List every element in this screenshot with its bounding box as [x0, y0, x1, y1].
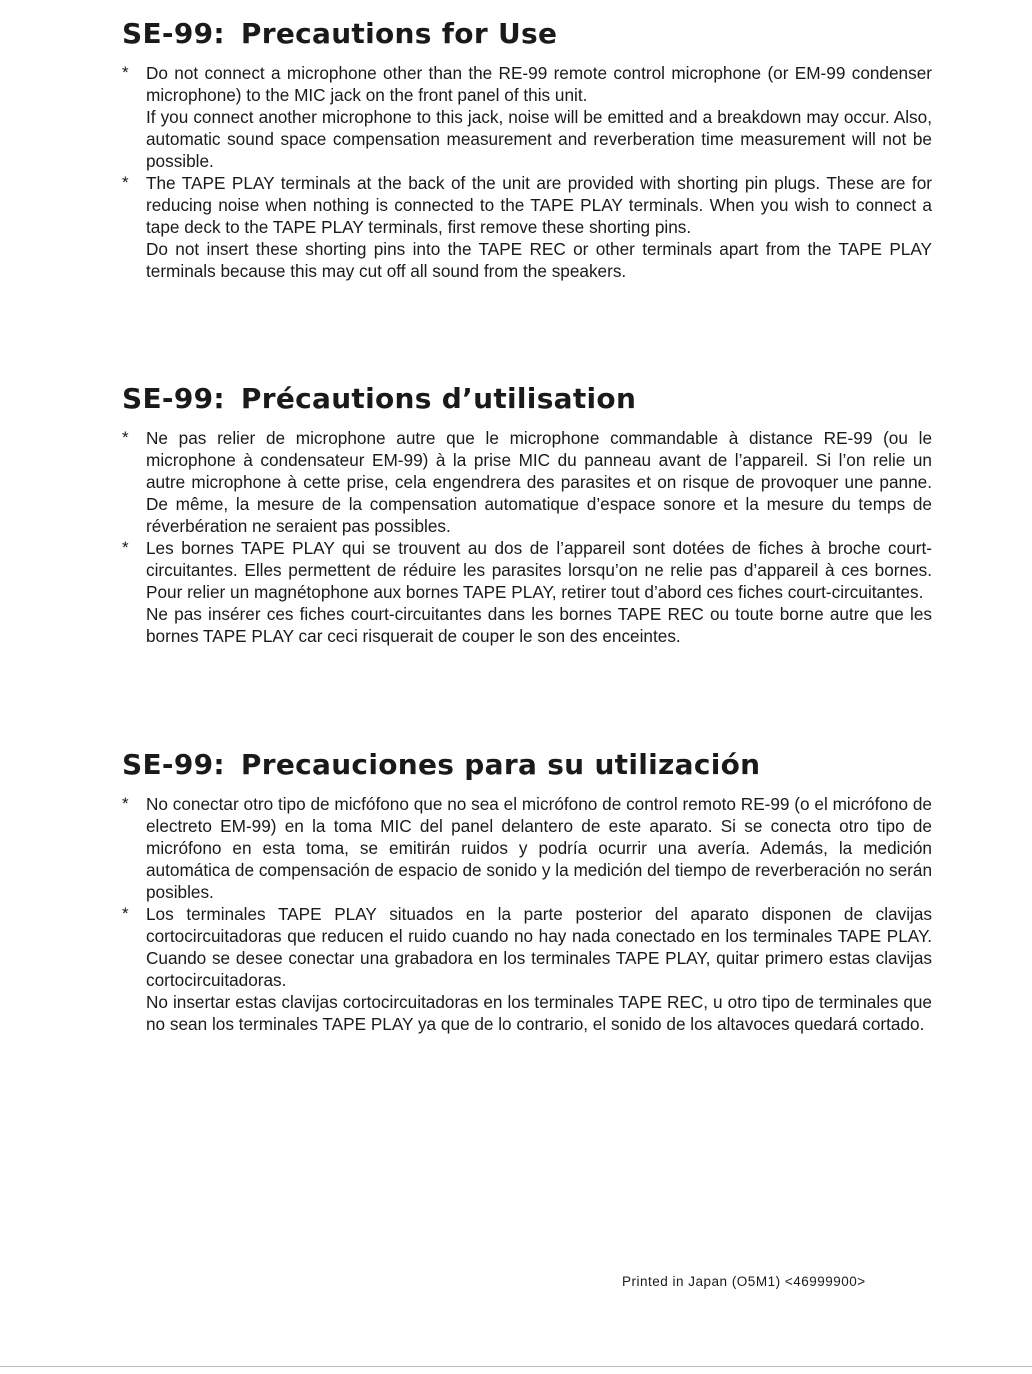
- model-code: SE-99:: [122, 382, 225, 415]
- paragraph: Do not insert these shorting pins into the TAPE REC or other terminals apart from the TAPE PLAY terminals because this may cut off all sound from the speakers.: [146, 239, 932, 281]
- section-heading: [122, 748, 932, 782]
- list-item: [122, 537, 932, 647]
- precautions-list: [122, 62, 932, 282]
- paragraph: Do not connect a microphone other than the RE-99 remote control microphone (or EM-99 condenser microphone) to the MIC jack on the front panel of this unit.: [146, 63, 932, 105]
- list-item: [122, 903, 932, 1035]
- asterisk-bullet: *: [122, 904, 129, 923]
- heading-text: Precautions for Use: [240, 17, 558, 50]
- list-item: [122, 427, 932, 537]
- paragraph: Los terminales TAPE PLAY situados en la parte posterior del aparato disponen de clavijas cortocircuitadoras que reducen el ruido cuando no hay nada conectado en los terminales TAPE PLAY. Cuando se desee conectar una grabadora en los terminales TAPE PLAY, quitar primero estas clavijas cortocircuitadoras.: [146, 904, 932, 990]
- list-item: [122, 172, 932, 282]
- heading-text: Precauciones para su utilización: [240, 748, 761, 781]
- model-code: SE-99:: [122, 748, 225, 781]
- list-item: [122, 793, 932, 903]
- model-code: SE-99:: [122, 17, 225, 50]
- asterisk-bullet: *: [122, 538, 129, 557]
- section-french: [122, 382, 932, 647]
- paragraph: If you connect another microphone to this jack, noise will be emitted and a breakdown may occur. Also, automatic sound space compensation measurement and reverberation time measurement will not be possible.: [146, 107, 932, 171]
- section-spanish: [122, 748, 932, 1035]
- section-english: [122, 17, 932, 282]
- paragraph: Ne pas relier de microphone autre que le microphone commandable à distance RE-99 (ou le microphone à condensateur EM-99) à la prise MIC du panneau avant de l’appareil. Si l’on relie un autre microphone à cette prise, cela engendrera des parasites et on risque de provoquer une panne. De même, la mesure de la compensation automatique d’espace sonore et la mesure du temps de réverbération ne seraient pas possibles.: [146, 428, 932, 536]
- paragraph: No conectar otro tipo de micfófono que no sea el micrófono de control remoto RE-99 (o el micrófono de electreto EM-99) en la toma MIC del panel delantero de este aparato. Si se conecta otro tipo de micrófono en esta toma, se emitirán ruidos y podría ocurrir una avería. Además, la medición automática de compensación de espacio de sonido y la medición del tiempo de reverberación no serán posibles.: [146, 794, 932, 902]
- heading-text: Précautions d’utilisation: [240, 382, 637, 415]
- asterisk-bullet: *: [122, 794, 129, 813]
- bottom-divider: [0, 1366, 1032, 1367]
- list-item: [122, 62, 932, 172]
- asterisk-bullet: *: [122, 428, 129, 447]
- asterisk-bullet: *: [122, 63, 129, 82]
- paragraph: Ne pas insérer ces fiches court-circuitantes dans les bornes TAPE REC ou toute borne autre que les bornes TAPE PLAY car ceci risquerait de couper le son des enceintes.: [146, 604, 932, 646]
- print-info: Printed in Japan (O5M1) <46999900>: [622, 1274, 866, 1289]
- section-heading: [122, 17, 932, 51]
- asterisk-bullet: *: [122, 173, 129, 192]
- precautions-list: [122, 427, 932, 647]
- section-heading: [122, 382, 932, 416]
- paragraph: The TAPE PLAY terminals at the back of the unit are provided with shorting pin plugs. These are for reducing noise when nothing is connected to the TAPE PLAY terminals. When you wish to connect a tape deck to the TAPE PLAY terminals, first remove these shorting pins.: [146, 173, 932, 237]
- paragraph: Les bornes TAPE PLAY qui se trouvent au dos de l’appareil sont dotées de fiches à broche court-circuitantes. Elles permettent de réduire les parasites lorsqu’on ne relie pas d’appareil à ces bornes. Pour relier un magnétophone aux bornes TAPE PLAY, retirer tout d’abord ces fiches court-circuitantes.: [146, 538, 932, 602]
- precautions-list: [122, 793, 932, 1035]
- paragraph: No insertar estas clavijas cortocircuitadoras en los terminales TAPE REC, u otro tipo de terminales que no sean los terminales TAPE PLAY ya que de lo contrario, el sonido de los altavoces quedará cortado.: [146, 992, 932, 1034]
